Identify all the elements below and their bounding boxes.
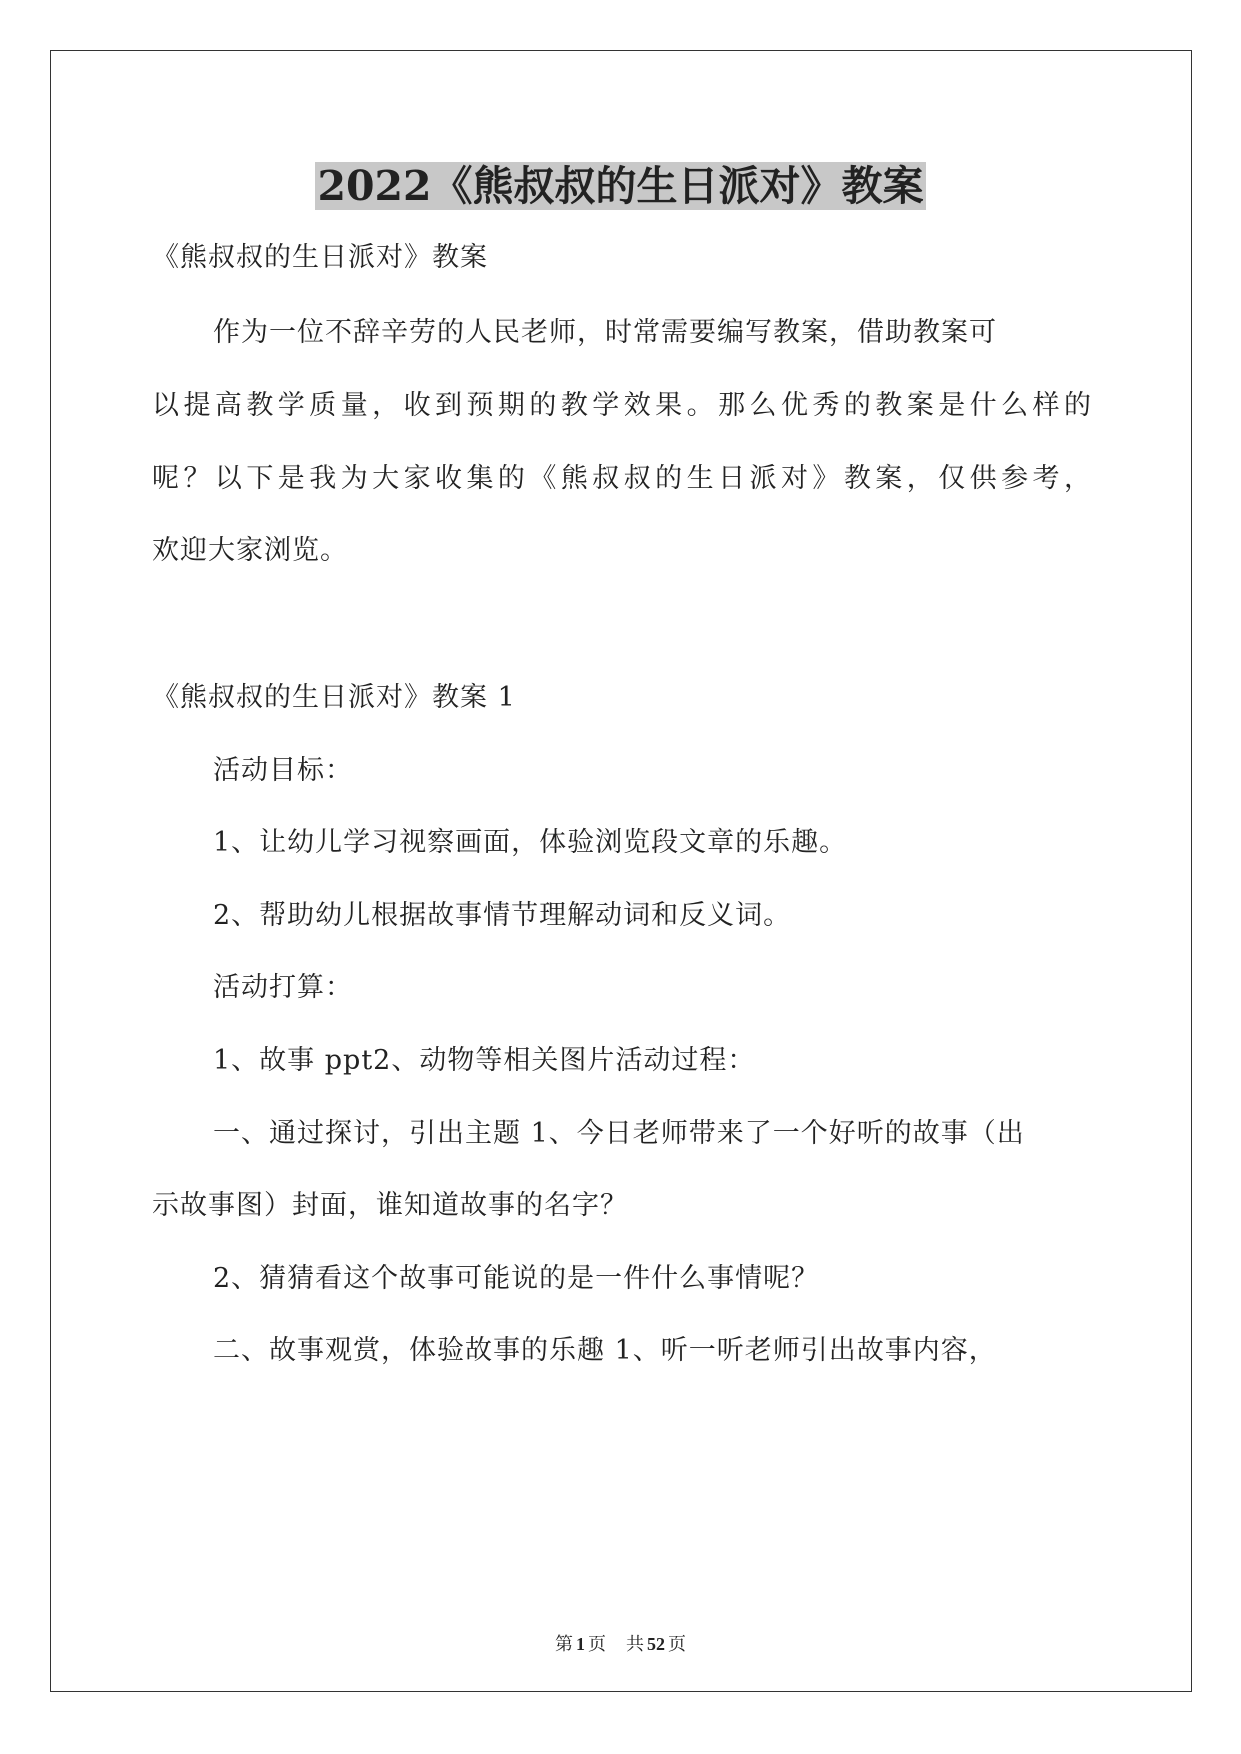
section-heading: 《熊叔叔的生日派对》教案 1 xyxy=(152,682,516,713)
page-prefix: 第 xyxy=(555,1634,573,1654)
paragraph-line: 活动打算： xyxy=(213,972,353,1003)
paragraph-line: 呢？以下是我为大家收集的《熊叔叔的生日派对》教案，仅供参考， xyxy=(152,463,1092,494)
document-title-text: 2022《熊叔叔的生日派对》教案 xyxy=(317,162,924,210)
paragraph-line: 示故事图）封面，谁知道故事的名字？ xyxy=(152,1190,628,1221)
paragraph-line: 1、故事 ppt2、动物等相关图片活动过程： xyxy=(213,1045,756,1076)
paragraph-line: 二、故事观赏，体验故事的乐趣 1、听一听老师引出故事内容， xyxy=(213,1335,997,1366)
paragraph-line: 2、帮助幼儿根据故事情节理解动词和反义词。 xyxy=(213,900,792,931)
paragraph-line: 2、猜猜看这个故事可能说的是一件什么事情呢？ xyxy=(213,1263,820,1294)
section-heading: 《熊叔叔的生日派对》教案 xyxy=(152,242,488,273)
page-suffix: 页 xyxy=(588,1634,606,1654)
paragraph-line: 1、让幼儿学习视察画面，体验浏览段文章的乐趣。 xyxy=(213,827,848,858)
paragraph-line: 以提高教学质量，收到预期的教学效果。那么优秀的教案是什么样的 xyxy=(152,390,1092,421)
page-number: 1 xyxy=(576,1634,585,1654)
total-prefix: 共 xyxy=(626,1634,644,1654)
paragraph-line: 欢迎大家浏览。 xyxy=(152,535,348,566)
page-border xyxy=(50,50,1192,1692)
page-footer xyxy=(0,1632,1241,1656)
paragraph-line: 一、通过探讨，引出主题 1、今日老师带来了一个好听的故事（出 xyxy=(213,1118,1025,1149)
total-pages: 52 xyxy=(647,1634,665,1654)
paragraph-line: 作为一位不辞辛劳的人民老师，时常需要编写教案，借助教案可 xyxy=(213,317,997,348)
total-suffix: 页 xyxy=(668,1634,686,1654)
paragraph-line: 活动目标： xyxy=(213,755,353,786)
document-title xyxy=(0,156,1241,216)
